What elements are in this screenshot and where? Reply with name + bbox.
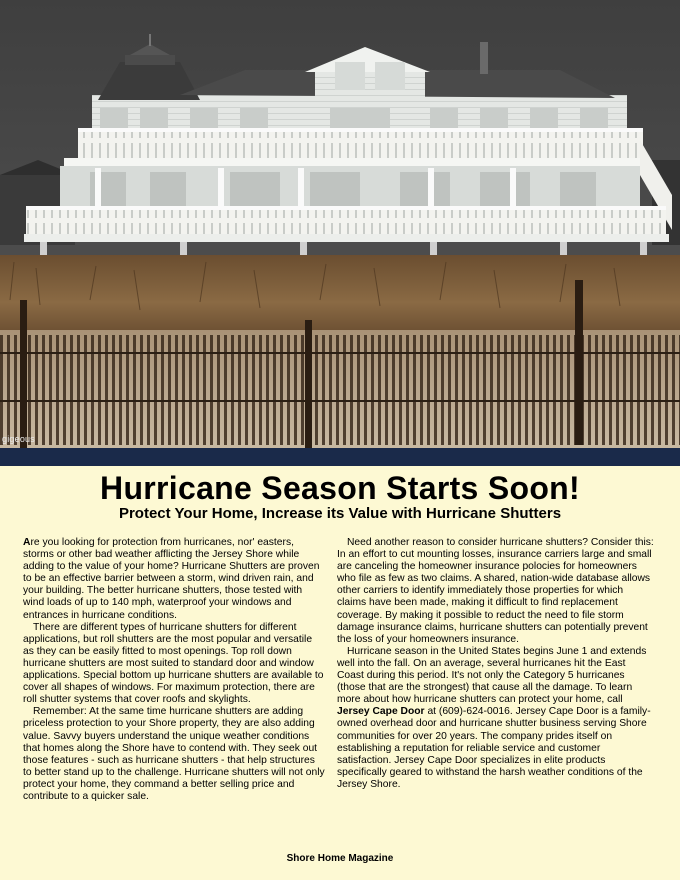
drop-cap: A <box>23 537 31 548</box>
paragraph: There are different types of hurricane shutters for different applications, but roll shutters are the most popular and versatile as they can be easily fitted to most openings. Top roll down hurricane shutters are most suited to standard door and window applications. Special bottom up hurricane shutters are available to cover all shapes of windows. For maximum protection, there are roll shutter systems that cover roofs and skylights. <box>23 621 324 706</box>
headline: Hurricane Season Starts Soon! <box>100 470 580 506</box>
paragraph: Remember: At the same time hurricane shutters are adding priceless protection to your Shore property, they are also adding value. Savvy buyers understand the unique weather conditions that homes along the Shore have to contend with. They seek out those features - such as hurricane shutters - that help structures to better stand up to the challenge. Hurricane shutters will not only protect your home, they command a better selling price and contribute to a quicker sale. <box>23 706 325 802</box>
paragraph: Are you looking for protection from hurricanes, nor' easters, storms or other bad weather afflicting the Jersey Shore while adding to the value of your home? Hurricane Shutters are proven to be an effective barrier between a storm, wind driven rain, and your building. The better hurricane shutters, those tested with wind loads of up to 140 mph, waterproof your windows and entrances in hurricane conditions. <box>23 537 320 621</box>
subheadline: Protect Your Home, Increase its Value with Hurricane Shutters <box>118 505 562 522</box>
article-column-left <box>23 537 325 803</box>
company-name: Jersey Cape Door <box>337 706 425 718</box>
photo-border <box>0 448 680 466</box>
photo-credit: gigeous <box>2 434 35 444</box>
publication-footer: Shore Home Magazine <box>286 853 394 864</box>
paragraph: Need another reason to consider hurricane shutters? Consider this: In an effort to cut mounting losses, insurance carriers large and small are canceling the homeowner insurance polocies for homeowners who file as few as two claims. A shared, nation-wide database allows other carriers to identify immediately those properties for which claims have been made, making it difficult to find replacement coverage. By making it possible to reduct the need to file storm damage insurance claims, hurricane shutters can potentially prevent the loss of your homeowners insurance. <box>337 537 654 645</box>
paragraph: Hurricane season in the United States begins June 1 and extends well into the fall. On an average, several hurricanes hit the East Coast during this period. It's not only the Category 5 hurricanes (those that are the strongest) that cause all the damage. To learn more about how hurricane shutters can protect your home, call Jersey Cape Door at (609)-624-0016. Jersey Cape Door is a family-owned overhead door and hurricane shutter business serving Shore communities for over 20 years. The company prides itself on establishing a reputation for reliable service and customer satisfaction. Jersey Cape Door specializes in elite products specifically geared to withstand the harsh weather conditions of the Jersey Shore. <box>337 645 651 790</box>
article-column-right <box>337 537 655 791</box>
